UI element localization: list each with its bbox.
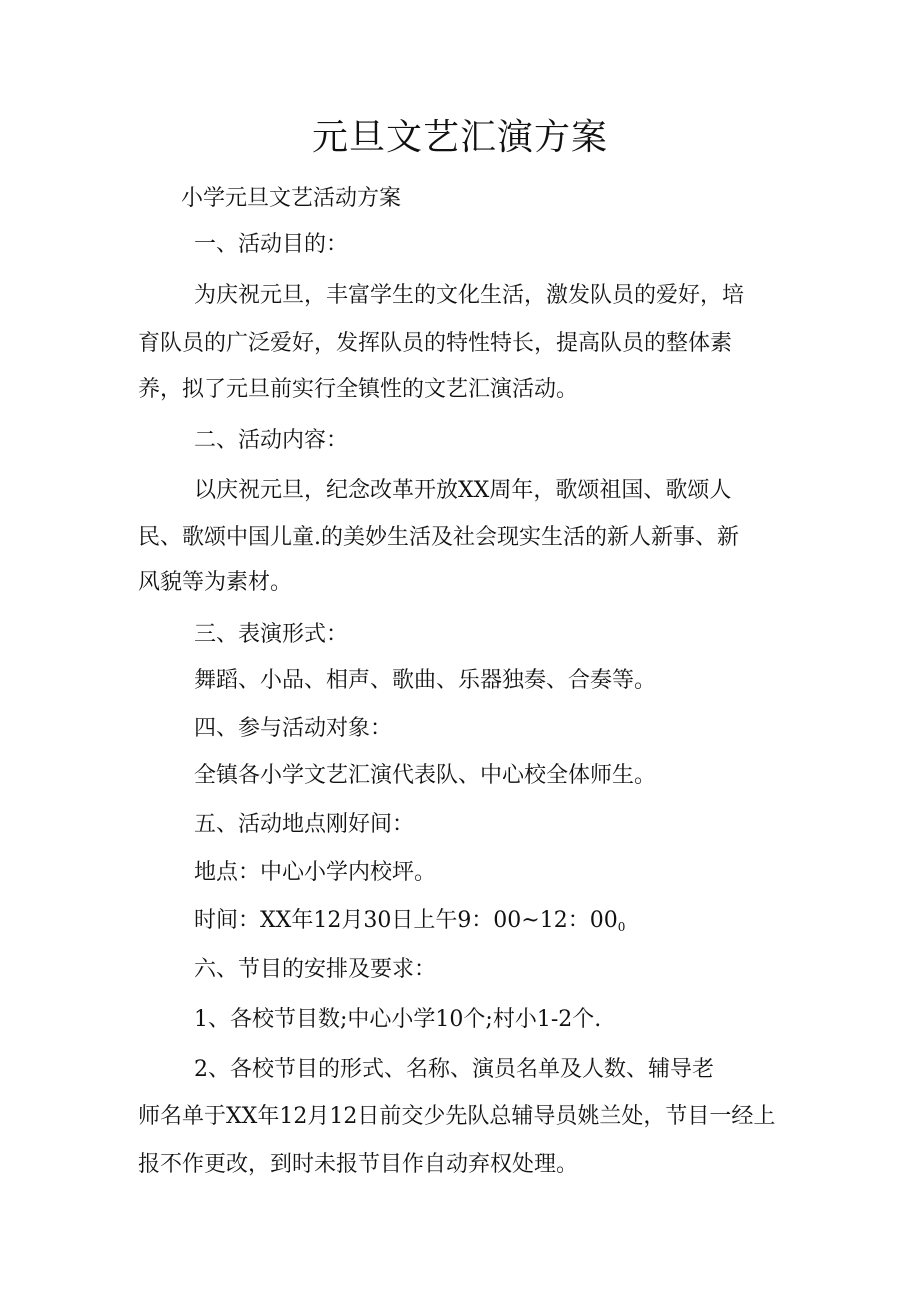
page-title: 元旦文艺汇演方案 xyxy=(311,117,608,158)
location-line: 地点：中心小学内校坪。 xyxy=(194,860,437,885)
requirement-2-line-3: 报不作更改，到时未报节目作自动弃权处理。 xyxy=(138,1152,579,1177)
content-line-3: 风貌等为素材。 xyxy=(138,570,293,595)
requirement-2-line-2: 师名单于XX年12月12日前交少先队总辅导员姚兰处，节目一经上 xyxy=(138,1104,776,1129)
subtitle: 小学元旦文艺活动方案 xyxy=(181,186,402,211)
section-heading-purpose: 一、活动目的： xyxy=(194,232,349,257)
section-heading-program: 六、节目的安排及要求： xyxy=(194,957,437,982)
content-line-1: 以庆祝元旦，纪念改革开放XX周年，歌颂祖国、歌颂人 xyxy=(194,478,732,503)
time-text: 时间：XX年12月30日上午9：00~12：00 xyxy=(194,908,618,933)
time-subscript: 0 xyxy=(617,920,626,934)
purpose-line-1: 为庆祝元旦，丰富学生的文化生活，激发队员的爱好，培 xyxy=(194,283,745,308)
time-line xyxy=(194,906,625,936)
purpose-line-2: 育队员的广泛爱好，发挥队员的特性特长，提高队员的整体素 xyxy=(138,331,733,356)
content-line-2: 民、歌颂中国儿童.的美妙生活及社会现实生活的新人新事、新 xyxy=(138,525,739,550)
requirement-1: 1、各校节目数;中心小学10个;村小1-2个. xyxy=(194,1007,602,1032)
participants-body: 全镇各小学文艺汇演代表队、中心校全体师生。 xyxy=(194,763,657,788)
purpose-line-3: 养，拟了元旦前实行全镇性的文艺汇演活动。 xyxy=(138,377,579,402)
section-heading-forms: 三、表演形式： xyxy=(194,622,349,647)
section-heading-place-time: 五、活动地点刚好间： xyxy=(194,812,415,837)
section-heading-participants: 四、参与活动对象： xyxy=(194,716,393,741)
requirement-2-line-1: 2、各校节目的形式、名称、演员名单及人数、辅导老 xyxy=(194,1057,714,1082)
forms-body: 舞蹈、小品、相声、歌曲、乐器独奏、合奏等。 xyxy=(194,668,657,693)
section-heading-content: 二、活动内容： xyxy=(194,428,349,453)
